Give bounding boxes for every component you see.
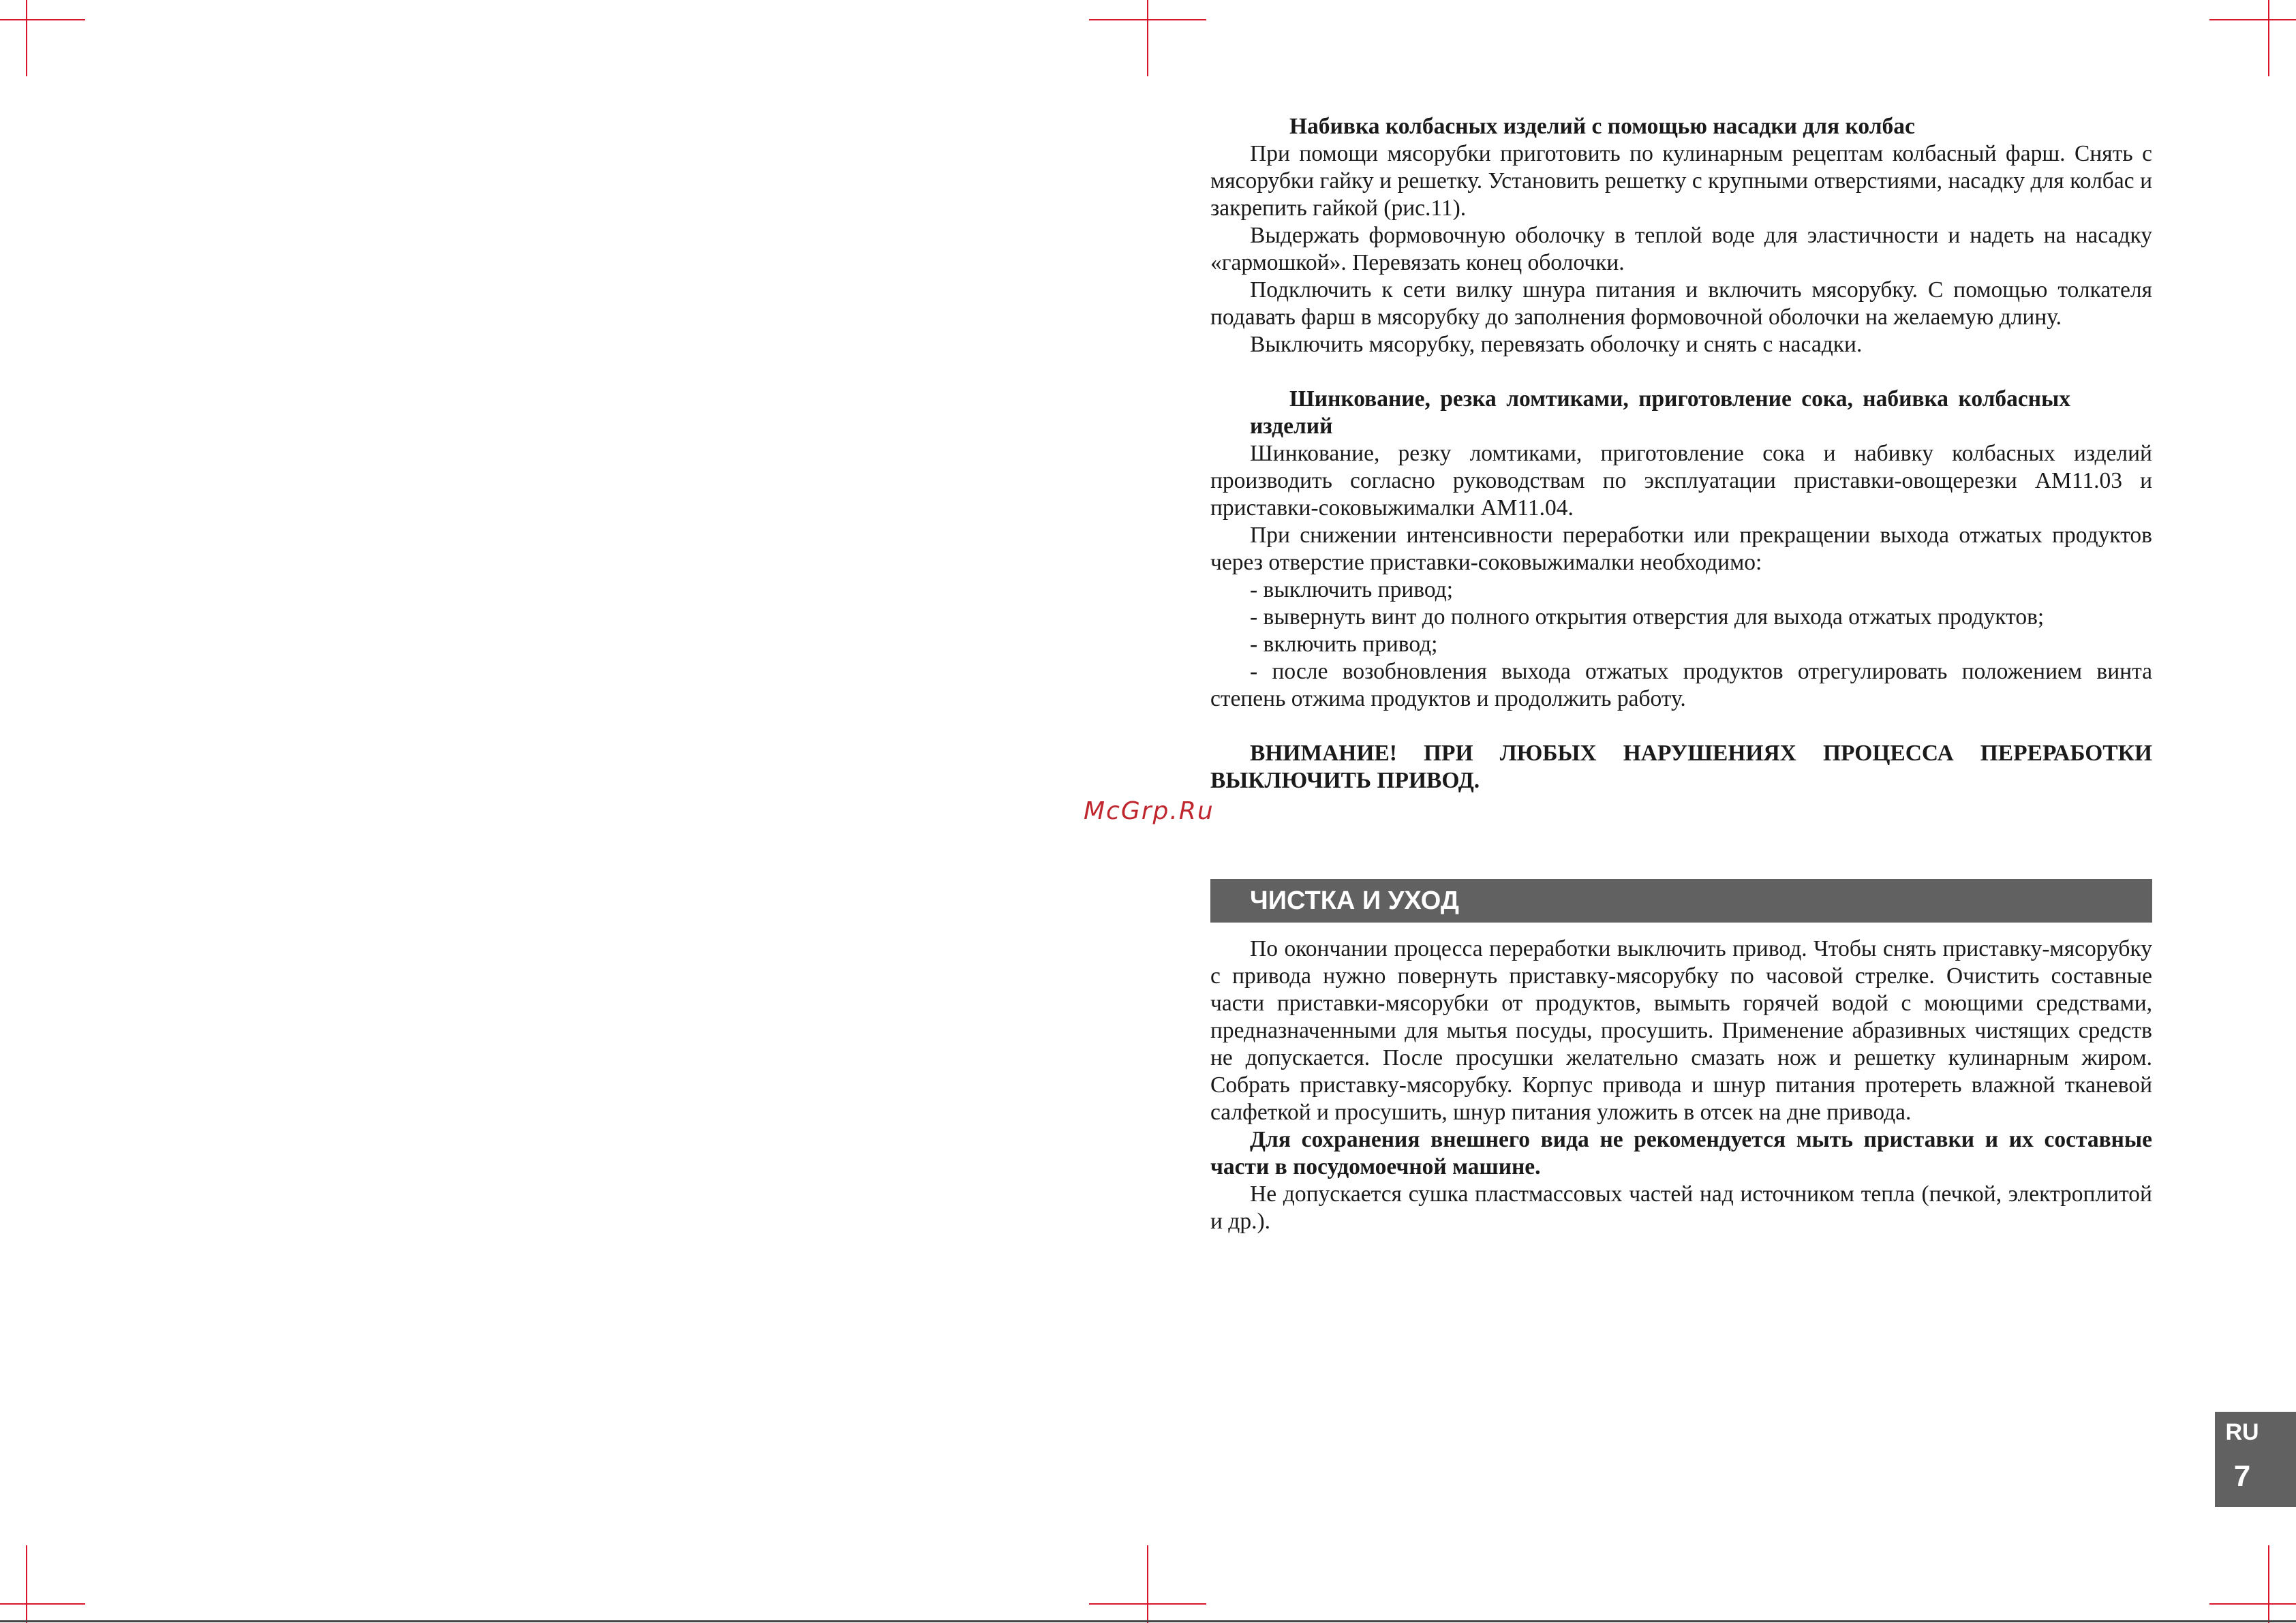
section-title: ЧИСТКА И УХОД	[1250, 886, 1459, 915]
crop-mark	[26, 1545, 27, 1623]
paragraph: При снижении интенсивности переработки или прекращении выхода отжатых продуктов через отверстие приставки-соковыжималки необходимо:	[1210, 523, 2152, 575]
page-badge	[2215, 1412, 2296, 1507]
crop-mark	[0, 1603, 85, 1605]
paragraph: Шинкование, резку ломтиками, приготовление сока и набивку колбасных изделий производить согласно руководствам по эксплуатации приставки-овощерезки АМ11.03 и приставки-соковыжималки АМ11.04.	[1210, 441, 2152, 521]
paragraph: Подключить к сети вилку шнура питания и включить мясорубку. С помощью толкателя подавать фарш в мясорубку до заполнения формовочной оболочки на желаемую длину.	[1210, 277, 2152, 330]
section-title-bar	[1210, 879, 2152, 923]
crop-mark	[2209, 1603, 2296, 1605]
crop-mark	[1147, 0, 1148, 76]
crop-mark	[2268, 1545, 2269, 1623]
manual-text	[1210, 113, 2152, 794]
crop-mark	[26, 0, 27, 76]
spacer	[1210, 358, 2152, 386]
list-item: - вывернуть винт до полного открытия отверстия для выхода отжатых продуктов;	[1250, 604, 2045, 630]
list-item: - включить привод;	[1250, 632, 1438, 657]
list-item: - после возобновления выхода отжатых продуктов отрегулировать положением винта степень отжима продуктов и продолжить работу.	[1210, 659, 2152, 711]
language-label: RU	[2225, 1419, 2259, 1445]
paragraph: Не допускается сушка пластмассовых частей над источником тепла (печкой, электроплитой и др.).	[1210, 1181, 2152, 1234]
warning-text: ВНИМАНИЕ! ПРИ ЛЮБЫХ НАРУШЕНИЯХ ПРОЦЕССА ПЕРЕРАБОТКИ ВЫКЛЮЧИТЬ ПРИВОД.	[1210, 741, 2152, 793]
paragraph: Выдержать формовочную оболочку в теплой воде для эластичности и надеть на насадку «гармошкой». Перевязать конец оболочки.	[1210, 223, 2152, 275]
paragraph: По окончании процесса переработки выключить привод. Чтобы снять приставку-мясорубку с привода нужно повернуть приставку-мясорубку по часовой стрелке. Очистить составные части приставки-мясорубки от продуктов, вымыть горячей водой с моющими средствами, предназначенными для мытья посуды, просушить. Применение абразивных чистящих средств не допускается. После просушки желательно смазать нож и решетку кулинарным жиром. Собрать приставку-мясорубку. Корпус привода и шнур питания протереть влажной тканевой салфеткой и просушить, шнур питания уложить в отсек на дне привода.	[1210, 936, 2152, 1125]
crop-mark	[2268, 0, 2269, 76]
paragraph: При помощи мясорубки приготовить по кулинарным рецептам колбасный фарш. Снять с мясорубки гайку и решетку. Установить решетку с крупными отверстиями, насадку для колбас и закрепить гайкой (рис.11).	[1210, 141, 2152, 221]
crop-mark	[0, 19, 85, 20]
cleaning-text	[1210, 936, 2152, 1235]
watermark: McGrp.Ru	[1084, 797, 1214, 825]
bold-note: Для сохранения внешнего вида не рекомендуется мыть приставки и их составные части в посудомоечной машине.	[1210, 1127, 2152, 1179]
crop-mark	[1147, 1545, 1148, 1623]
bottom-rule	[0, 1620, 2296, 1622]
list-item: - выключить привод;	[1250, 577, 1453, 602]
paragraph: Выключить мясорубку, перевязать оболочку и снять с насадки.	[1250, 332, 1863, 357]
page-number: 7	[2233, 1459, 2251, 1493]
crop-mark	[2209, 19, 2296, 20]
shredding-heading: Шинкование, резка ломтиками, приготовление сока, набивка колбасных изделий	[1250, 386, 2070, 439]
sausage-heading: Набивка колбасных изделий с помощью насадки для колбас	[1289, 114, 1915, 139]
spacer	[1210, 713, 2152, 740]
